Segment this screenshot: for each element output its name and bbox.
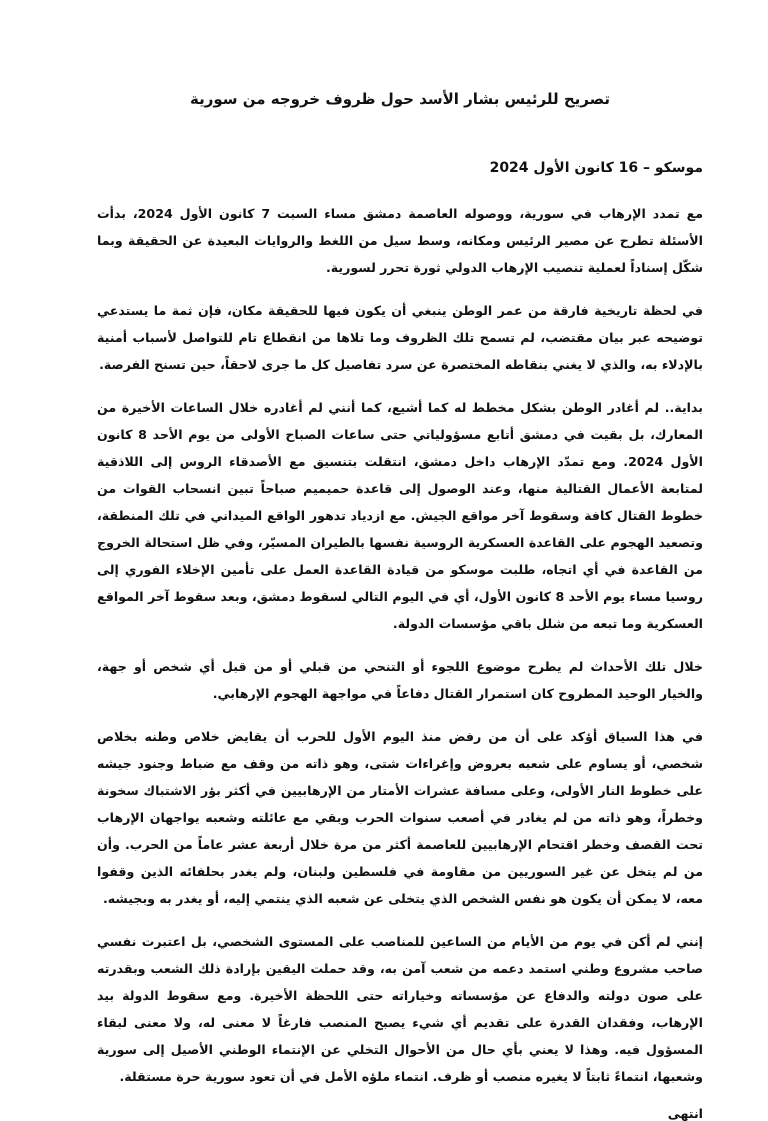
paragraph: بداية.. لم أغادر الوطن بشكل مخطط له كما أشيع، كما أنني لم أغادره خلال الساعات الأخيرة من المعارك، بل بقيت في دمشق أتابع مسؤولياتي حتى ساعات الصباح الأولى من يوم الأحد 8 كانون الأول 2024. ومع تمدّد الإرهاب داخل دمشق، انتقلت بتنسيق مع الأصدقاء الروس إلى اللاذقية لمتابعة الأعمال القتالية منها، وعند الوصول إلى قاعدة حميميم صباحاً تبين انسحاب القوات من خطوط القتال كافة وسقوط آخر مواقع الجيش. مع ازدياد تدهور الواقع الميداني في تلك المنطقة، وتصعيد الهجوم على القاعدة العسكرية الروسية نفسها بالطيران المسيّر، وفي ظل استحالة الخروج من القاعدة في أي اتجاه، طلبت موسكو من قيادة القاعدة العمل على تأمين الإخلاء الفوري إلى روسيا مساء يوم الأحد 8 كانون الأول، أي في اليوم التالي لسقوط دمشق، وبعد سقوط آخر المواقع العسكرية وما تبعه من شلل باقي مؤسسات الدولة. <box>97 400 704 631</box>
paragraph: في لحظة تاريخية فارقة من عمر الوطن ينبغي أن يكون فيها للحقيقة مكان، فإن ثمة ما يستدعي توضيحه عبر بيان مقتضب، لم تسمح تلك الظروف وما تلاها من انقطاع تام للتواصل لأسباب أمنية بالإدلاء به، والذي لا يغني بنقاطه المختصرة عن سرد تفاصيل كل ما جرى لاحقاً، حين تسنح الفرصة. <box>97 303 703 372</box>
paragraph: مع تمدد الإرهاب في سورية، ووصوله العاصمة دمشق مساء السبت 7 كانون الأول 2024، بدأت الأسئلة تطرح عن مصير الرئيس ومكانه، وسط سيل من اللغط والروايات البعيدة عن الحقيقة وبما شكّل إسناداً لعملية تنصيب الإرهاب الدولي ثورة تحرر لسورية. <box>97 206 703 275</box>
paragraph: إنني لم أكن في يوم من الأيام من الساعين للمناصب على المستوى الشخصي، بل اعتبرت نفسي صاحب مشروع وطني استمد دعمه من شعب آمن به، وقد حملت اليقين بإرادة ذلك الشعب وبقدرته على صون دولته والدفاع عن مؤسساته وخياراته حتى اللحظة الأخيرة. ومع سقوط الدولة بيد الإرهاب، وفقدان القدرة على تقديم أي شيء يصبح المنصب فارغاً لا معنى له، ولا معنى لبقاء المسؤول فيه. وهذا لا يعني بأي حال من الأحوال التخلي عن الإنتماء الوطني الأصيل إلى سورية وشعبها، انتماءً ثابتاً لا يغيره منصب أو ظرف. انتماء ملؤه الأمل في أن تعود سورية حرة مستقلة. <box>97 934 703 1084</box>
document-body <box>97 200 703 1121</box>
closing-text: انتهى <box>667 1106 703 1121</box>
document-title: تصريح للرئيس بشار الأسد حول ظروف خروجه من سورية <box>189 90 610 108</box>
dateline: موسكو – 16 كانون الأول 2024 <box>489 160 703 176</box>
paragraph: خلال تلك الأحداث لم يطرح موضوع اللجوء أو التنحي من قبلي أو من قبل أي شخص أو جهة، والخيار الوحيد المطروح كان استمرار القتال دفاعاً في مواجهة الهجوم الإرهابي. <box>97 659 703 701</box>
paragraph: في هذا السياق أؤكد على أن من رفض منذ اليوم الأول للحرب أن يقايض خلاص وطنه بخلاص شخصي، أو يساوم على شعبه بعروض وإغراءات شتى، وهو ذاته من وقف مع ضباط وجنود جيشه على خطوط النار الأولى، وعلى مسافة عشرات الأمتار من الإرهابيين في أكثر بؤر الاشتباك سخونة وخطراً، وهو ذاته من لم يغادر في أصعب سنوات الحرب وبقي مع عائلته وشعبه يواجهان الإرهاب تحت القصف وخطر اقتحام الإرهابيين للعاصمة أكثر من مرة خلال أربعة عشر عاماً من الحرب. وأن من لم يتخل عن غير السوريين من مقاومة في فلسطين ولبنان، ولم يغدر بحلفائه الذين وقفوا معه، لا يمكن أن يكون هو نفس الشخص الذي يتخلى عن شعبه الذي ينتمي إليه، أو يغدر به وبجيشه. <box>97 729 703 906</box>
